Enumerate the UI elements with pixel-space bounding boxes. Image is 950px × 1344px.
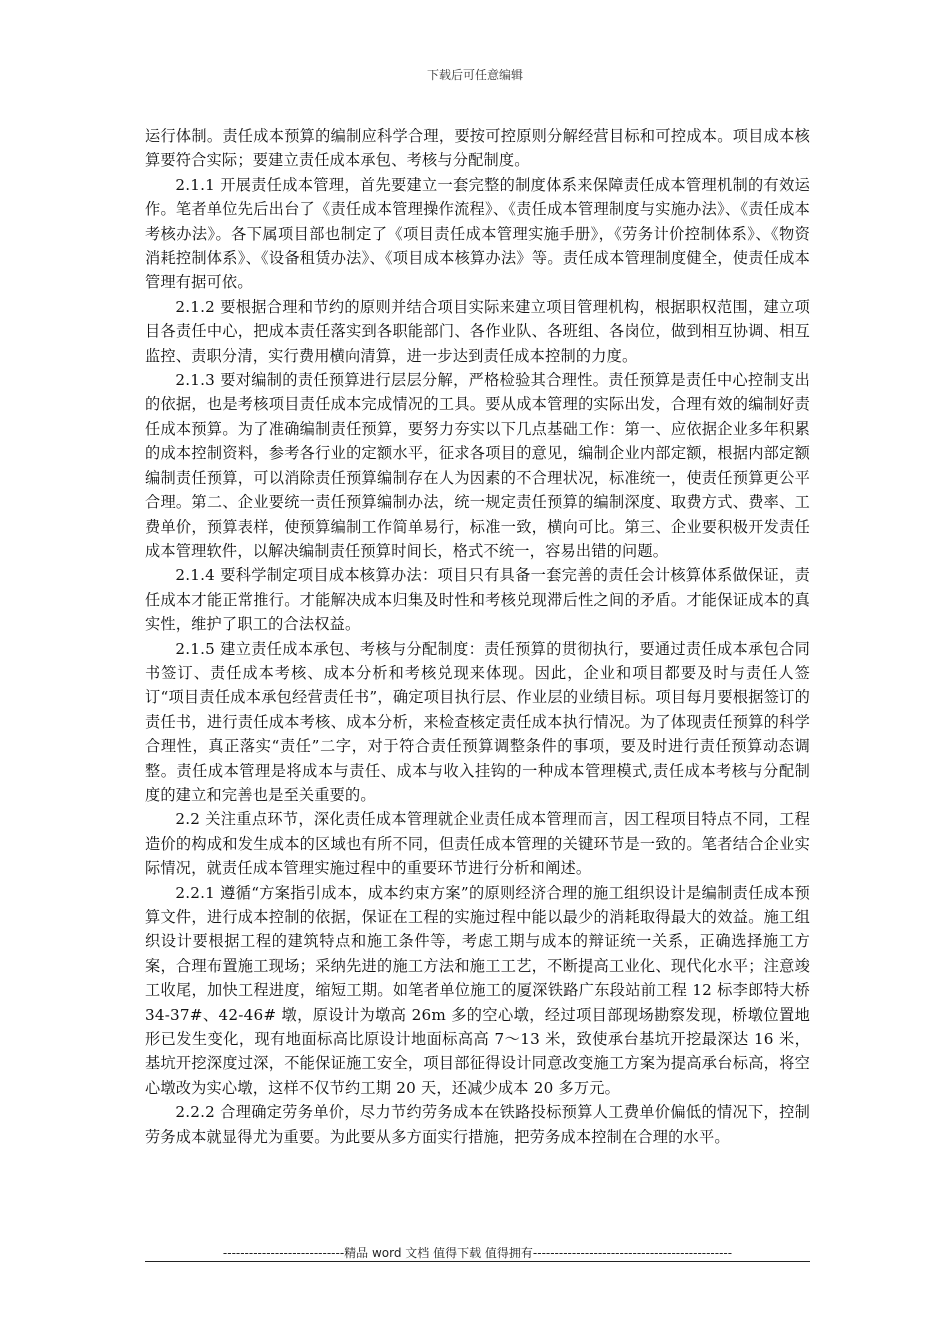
paragraph: 运行体制。责任成本预算的编制应科学合理，要按可控原则分解经营目标和可控成本。项目成本核算要符合实际；要建立责任成本承包、考核与分配制度。 [145,127,810,170]
paragraph: 2.2 关注重点环节，深化责任成本管理就企业责任成本管理而言，因工程项目特点不同，工程造价的构成和发生成本的区域也有所不同，但责任成本管理的关键环节是一致的。笔者结合企业实际情况，就责任成本管理实施过程中的重要环节进行分析和阐述。 [145,810,810,878]
paragraph: 2.1.1 开展责任成本管理，首先要建立一套完整的制度体系来保障责任成本管理机制的有效运作。笔者单位先后出台了《责任成本管理操作流程》、《责任成本管理制度与实施办法》、《责任成本考核办法》。各下属项目部也制定了《项目责任成本管理实施手册》，《劳务计价控制体系》、《物资消耗控制体系》、《设备租赁办法》、《项目成本核算办法》等。责任成本管理制度健全，使责任成本管理有据可依。 [145,175,810,292]
footer-divider [145,1261,810,1262]
paragraph: 2.2.2 合理确定劳务单价，尽力节约劳务成本在铁路投标预算人工费单价偏低的情况下，控制劳务成本就显得尤为重要。为此要从多方面实行措施，把劳务成本控制在合理的水平。 [145,1103,810,1146]
paragraph: 2.1.5 建立责任成本承包、考核与分配制度：责任预算的贯彻执行，要通过责任成本承包合同书签订、责任成本考核、成本分析和考核兑现来体现。因此，企业和项目都要及时与责任人签订“项目责任成本承包经营责任书”，确定项目执行层、作业层的业绩目标。项目每月要根据签订的责任书，进行责任成本考核、成本分析，来检查核定责任成本执行情况。为了体现责任预算的科学合理性，真正落实“责任”二字，对于符合责任预算调整条件的事项，要及时进行责任预算动态调整。责任成本管理是将成本与责任、成本与收入挂钩的一种成本管理模式,责任成本考核与分配制度的建立和完善也是至关重要的。 [145,639,810,804]
document-body [145,124,810,1149]
paragraph: 2.1.3 要对编制的责任预算进行层层分解，严格检验其合理性。责任预算是责任中心控制支出的依据，也是考核项目责任成本完成情况的工具。要从成本管理的实际出发，合理有效的编制好责任成本预算。为了准确编制责任预算，要努力夯实以下几点基础工作：第一、应依据企业多年积累的成本控制资料，参考各行业的定额水平，征求各项目的意见，编制企业内部定额，根据内部定额编制责任预算，可以消除责任预算编制存在人为因素的不合理状况，标准统一，使责任预算更公平合理。第二、企业要统一责任预算编制办法，统一规定责任预算的编制深度、取费方式、费率、工费单价，预算表样，使预算编制工作简单易行，标准一致，横向可比。第三、企业要积极开发责任成本管理软件，以解决编制责任预算时间长，格式不统一，容易出错的问题。 [145,371,810,560]
paragraph: 2.1.2 要根据合理和节约的原则并结合项目实际来建立项目管理机构，根据职权范围，建立项目各责任中心，把成本责任落实到各职能部门、各作业队、各班组、各岗位，做到相互协调、相互监控、责职分清，实行费用横向清算，进一步达到责任成本控制的力度。 [145,297,810,365]
paragraph: 2.1.4 要科学制定项目成本核算办法：项目只有具备一套完善的责任会计核算体系做保证，责任成本才能正常推行。才能解决成本归集及时性和考核兑现滞后性之间的矛盾。才能保证成本的真实性，维护了职工的合法权益。 [145,566,810,634]
page-header: 下载后可任意编辑 [426,68,523,82]
paragraph: 2.2.1 遵循“方案指引成本，成本约束方案”的原则经济合理的施工组织设计是编制责任成本预算文件，进行成本控制的依据，保证在工程的实施过程中能以最少的消耗取得最大的效益。施工组织设计要根据工程的建筑特点和施工条件等，考虑工期与成本的辩证统一关系，正确选择施工方案，合理布置施工现场；采纳先进的施工方法和施工工艺，不断提高工业化、现代化水平；注意竣工收尾，加快工程进度，缩短工期。如笔者单位施工的厦深铁路广东段站前工程 12 标李郎特大桥 34-37#、42-46# 墩，原设计为墩高 26m 多的空心墩，经过项目部现场勘察发现，桥墩位置地形已发生变化，现有地面标高比原设计地面标高高 7～13 米，致使承台基坑开挖最深达 16 米，基坑开挖深度过深，不能保证施工安全，项目部征得设计同意改变施工方案为提高承台标高，将空心墩改为实心墩，这样不仅节约工期 20 天，还减少成本 20 多万元。 [145,883,810,1097]
page-footer: ----------------------------精品 word 文档 值得下载 值得拥有---------------------------------------------- [222,1246,733,1260]
